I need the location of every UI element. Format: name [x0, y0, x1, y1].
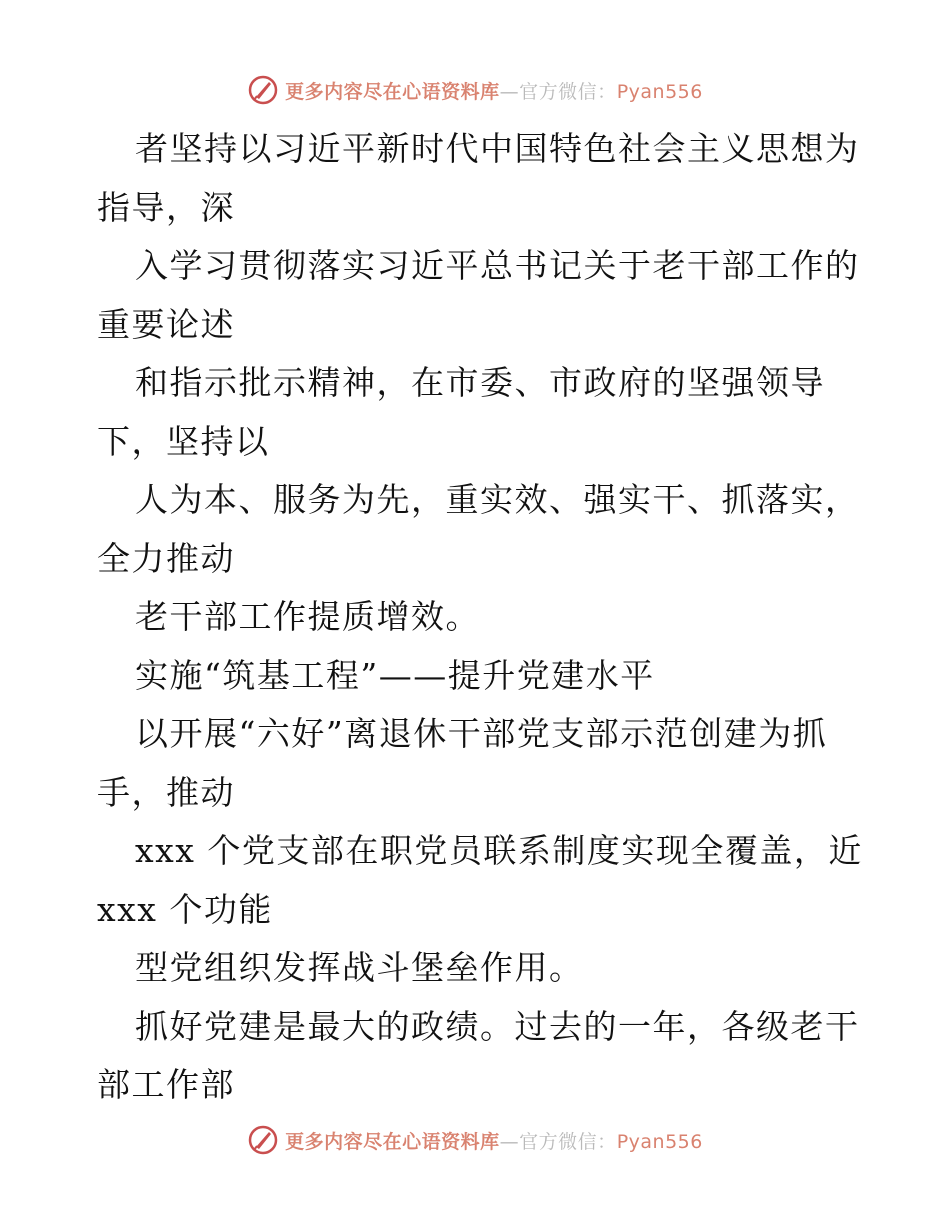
- text-line: 下，坚持以: [97, 421, 270, 461]
- quill-logo-icon: [247, 1124, 279, 1156]
- text-line: 人为本、服务为先，重实效、强实干、抓落实，: [135, 480, 860, 519]
- watermark-id: Pyan556: [616, 1130, 703, 1153]
- text-line: 手，推动: [97, 772, 235, 812]
- watermark-dash: —: [499, 80, 520, 103]
- text-line: 以开展“六好”离退休干部党支部示范创建为抓: [135, 714, 828, 753]
- text-line: 和指示批示精神，在市委、市政府的坚强领导: [135, 363, 825, 402]
- header-watermark: [0, 70, 950, 110]
- watermark-brand: 更多内容尽在心语资料库: [285, 1130, 500, 1153]
- footer-watermark: [0, 1120, 950, 1160]
- watermark-brand: 更多内容尽在心语资料库: [285, 80, 500, 103]
- text-line: xxx 个党支部在职党员联系制度实现全覆盖，近: [135, 831, 863, 870]
- quill-logo-icon: [247, 74, 279, 106]
- text-line: 抓好党建是最大的政绩。过去的一年，各级老干: [135, 1006, 860, 1046]
- watermark-official: 官方微信：: [519, 1130, 617, 1153]
- text-line: 重要论述: [97, 304, 235, 344]
- watermark-id: Pyan556: [616, 80, 703, 103]
- text-line: 型党组织发挥战斗堡垒作用。: [135, 948, 584, 987]
- watermark-official: 官方微信：: [519, 80, 617, 103]
- watermark-dash: —: [499, 1130, 520, 1153]
- text-line: 部工作部: [97, 1065, 235, 1104]
- document-body: [97, 120, 863, 1115]
- text-line: xxx 个功能: [97, 889, 273, 929]
- text-line: 者坚持以习近平新时代中国特色社会主义思想为: [135, 129, 860, 168]
- text-line: 入学习贯彻落实习近平总书记关于老干部工作的: [135, 246, 860, 285]
- text-line: 指导，深: [97, 187, 235, 227]
- section-heading: 实施“筑基工程”——提升党建水平: [135, 655, 655, 695]
- watermark-text: [285, 1127, 703, 1154]
- text-line: 全力推动: [97, 538, 235, 578]
- watermark-text: [285, 77, 703, 104]
- text-line: 老干部工作提质增效。: [135, 597, 480, 636]
